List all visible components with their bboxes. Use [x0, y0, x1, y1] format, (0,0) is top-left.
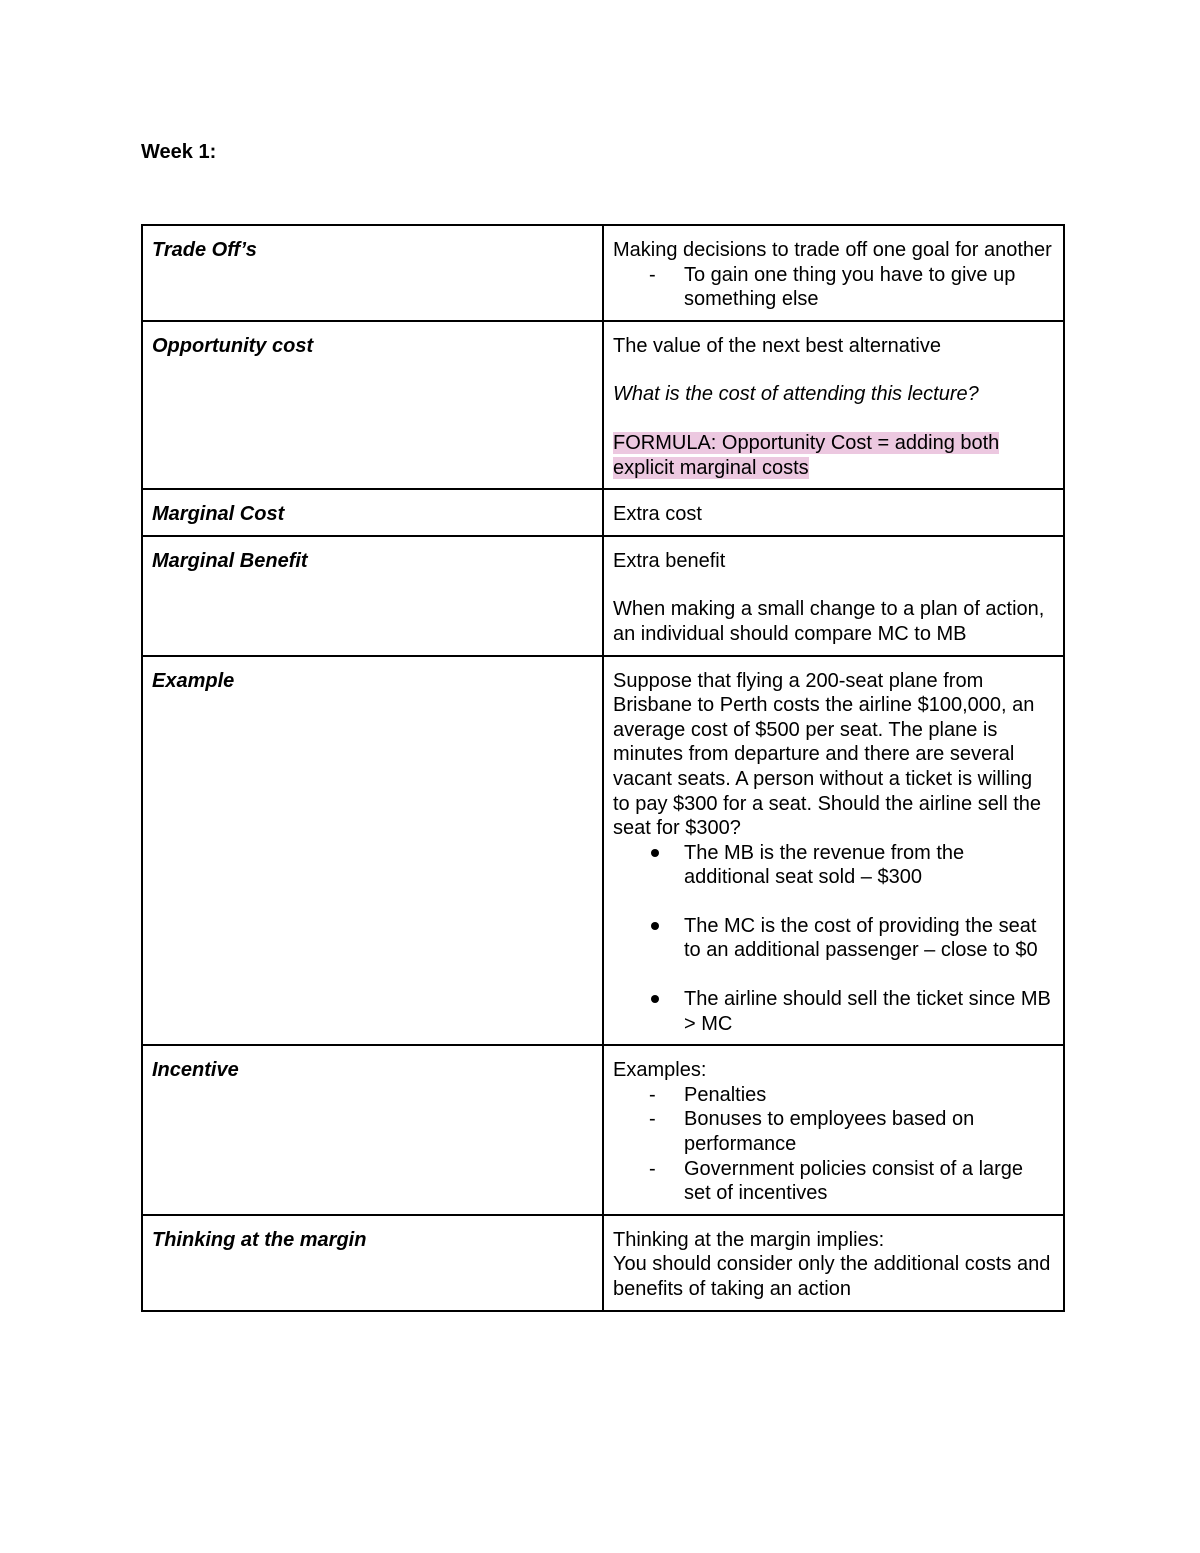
- term-cell: Incentive: [142, 1045, 603, 1215]
- definition-cell: [603, 656, 1064, 1046]
- definition-text: The value of the next best alternative: [613, 334, 941, 357]
- dash-marker-icon: -: [649, 1108, 656, 1131]
- definition-text: Examples:: [613, 1059, 707, 1082]
- term-cell: Opportunity cost: [142, 321, 603, 489]
- table-row-incentive: [142, 1045, 1064, 1215]
- dash-marker-icon: -: [649, 1083, 656, 1106]
- list-item: [613, 841, 1054, 890]
- list-item-text: Penalties: [684, 1083, 767, 1106]
- term-cell: Marginal Cost: [142, 489, 603, 536]
- question-text: What is the cost of attending this lecture?: [613, 383, 979, 406]
- list-item: [613, 1083, 1054, 1108]
- definition-text: Thinking at the margin implies:: [613, 1228, 885, 1251]
- table-row-marginal-cost: [142, 489, 1064, 536]
- term-cell: Thinking at the margin: [142, 1215, 603, 1311]
- dash-list: [613, 263, 1054, 312]
- table-row-marginal-benefit: [142, 536, 1064, 656]
- highlighted-formula: FORMULA: Opportunity Cost = adding both explicit marginal costs: [613, 431, 1000, 479]
- bullet-icon: [651, 849, 659, 857]
- definition-text-2: When making a small change to a plan of action, an individual should compare MC to MB: [613, 598, 1045, 645]
- list-item: [613, 1107, 1054, 1156]
- term-cell: Marginal Benefit: [142, 536, 603, 656]
- list-item: [613, 987, 1054, 1036]
- example-text: Suppose that flying a 200-seat plane from Brisbane to Perth costs the airline $100,000, an average cost of $500 per seat. The plane is minutes from departure and there are several vacant seats. A person without a ticket is willing to pay $300 for a seat. Should the airline sell the seat for $300?: [613, 669, 1042, 840]
- list-item-text: The MC is the cost of providing the seat to an additional passenger – close to $0: [684, 914, 1038, 962]
- definition-cell: [603, 489, 1064, 536]
- definition-cell: [603, 1045, 1064, 1215]
- table-row-opportunity-cost: [142, 321, 1064, 489]
- bullet-list: [613, 841, 1054, 1037]
- definition-text: Extra cost: [613, 503, 702, 526]
- table-row-thinking-at-margin: [142, 1215, 1064, 1311]
- bullet-icon: [651, 995, 659, 1003]
- definition-cell: [603, 536, 1064, 656]
- table-row-trade-offs: [142, 225, 1064, 321]
- list-item: [613, 1157, 1054, 1206]
- term-cell: Example: [142, 656, 603, 1046]
- bullet-icon: [651, 922, 659, 930]
- list-item: [613, 914, 1054, 963]
- list-item-text: To gain one thing you have to give up something else: [684, 263, 1016, 311]
- definition-cell: [603, 225, 1064, 321]
- definition-cell: [603, 321, 1064, 489]
- list-item: [613, 263, 1054, 312]
- definition-text: Making decisions to trade off one goal for another: [613, 239, 1052, 261]
- list-item-text: Government policies consist of a large set of incentives: [684, 1157, 1024, 1205]
- term-cell: Trade Off’s: [142, 225, 603, 321]
- list-item-text: Bonuses to employees based on performance: [684, 1108, 975, 1156]
- dash-list: [613, 1083, 1054, 1206]
- table-row-example: [142, 656, 1064, 1046]
- list-item-text: The airline should sell the ticket since MB > MC: [684, 988, 1051, 1035]
- definition-text: Extra benefit: [613, 549, 726, 572]
- definition-cell: [603, 1215, 1064, 1311]
- notes-table: [141, 224, 1065, 1312]
- dash-marker-icon: -: [649, 1157, 656, 1180]
- page-heading: Week 1:: [141, 141, 217, 163]
- definition-text-2: You should consider only the additional costs and benefits of taking an action: [613, 1253, 1051, 1300]
- list-item-text: The MB is the revenue from the additional seat sold – $300: [684, 841, 965, 889]
- dash-marker-icon: -: [649, 263, 656, 286]
